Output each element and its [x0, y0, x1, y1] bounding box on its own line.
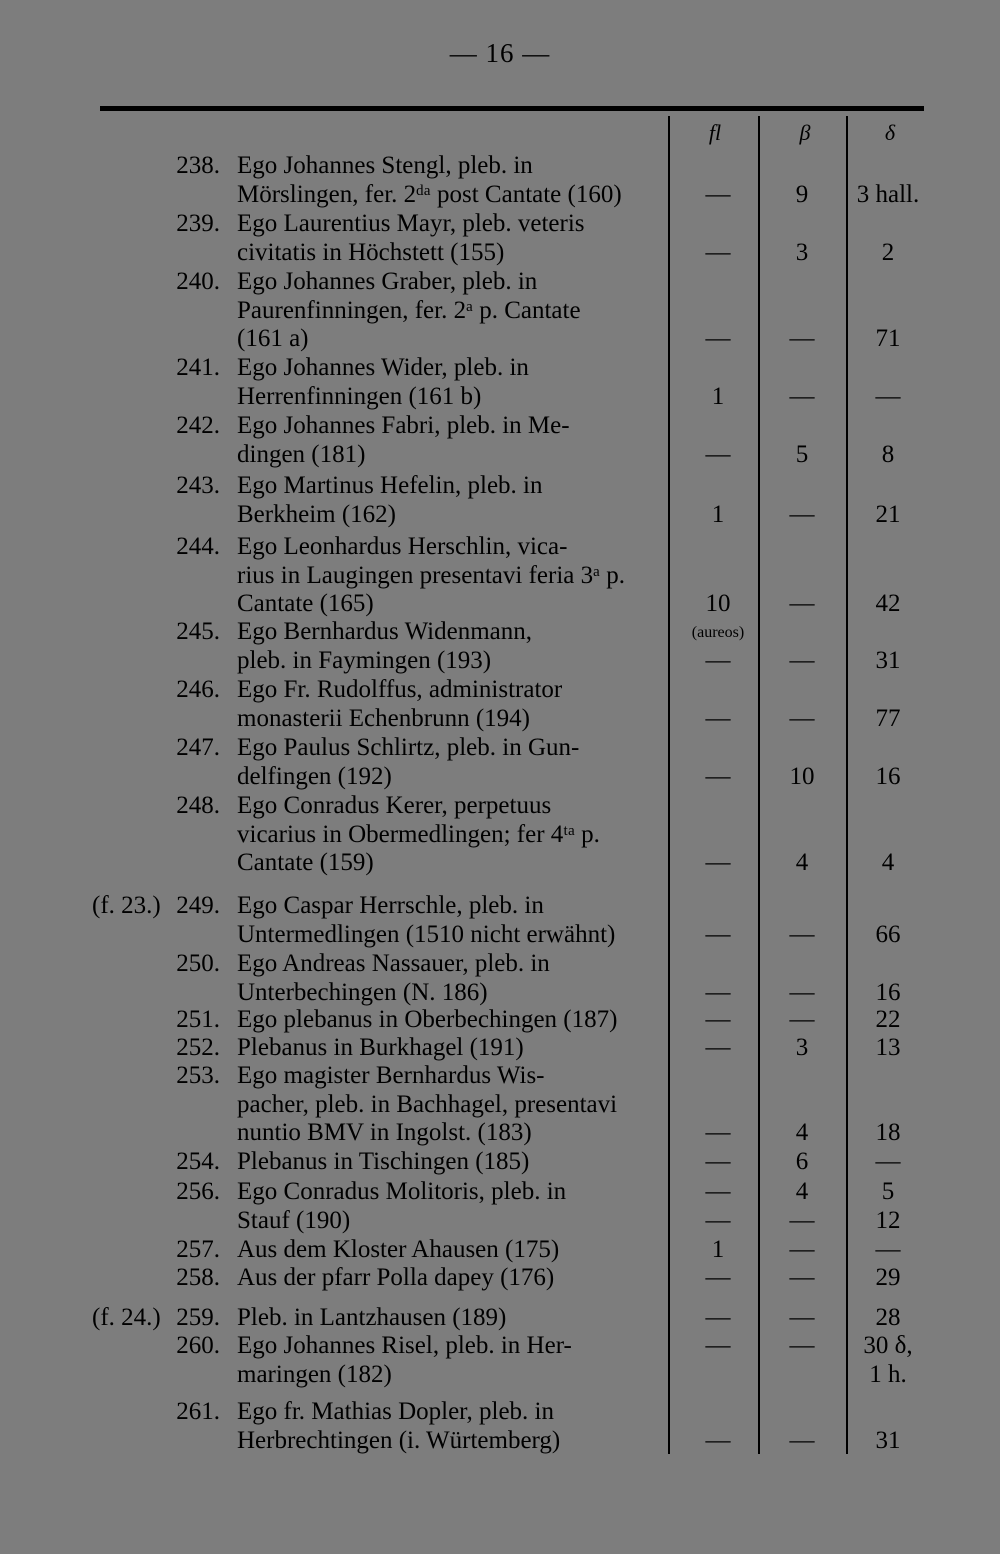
entry-257	[0, 1236, 1000, 1265]
amount-dn: 4	[881, 849, 895, 877]
entry-text-line: Ego Fr. Rudolffus, administrator	[237, 676, 563, 703]
entry-text-line: Aus der pfarr Polla dapey (176)	[237, 1264, 555, 1291]
entry-number: 256.	[176, 1178, 220, 1205]
entry-text-line: Paurenfinningen, fer. 2ᵃ p. Cantate	[237, 296, 581, 324]
entry-text	[237, 734, 667, 791]
amount-dn: 2	[881, 238, 895, 266]
entry-text-line: Ego Andreas Nassauer, pleb. in	[237, 950, 550, 977]
entry-text-line: Mörslingen, fer. 2ᵈᵃ post Cantate (160)	[237, 180, 622, 208]
amount-dn: —	[875, 1236, 901, 1263]
entry-text-line: civitatis in Höchstett (155)	[237, 238, 505, 266]
entry-251	[0, 1006, 1000, 1035]
amount-sh: 4	[795, 1119, 809, 1147]
entry-text-line: maringen (182)	[237, 1360, 392, 1388]
folio-reference: (f. 23.)	[92, 892, 161, 919]
entry-text	[237, 268, 667, 354]
entry-number: 252.	[176, 1034, 220, 1061]
entry-text-line: Ego Johannes Stengl, pleb. in	[237, 152, 533, 179]
entry-259	[0, 1304, 1000, 1333]
entry-252	[0, 1034, 1000, 1063]
entry-text	[237, 1178, 667, 1235]
amount-fl: —	[705, 1332, 731, 1359]
amount-dn: 5	[881, 1178, 895, 1205]
entry-text-line: Ego plebanus in Oberbechingen (187)	[237, 1006, 618, 1033]
amount-fl: —	[705, 238, 731, 266]
amount-sh: —	[789, 646, 815, 674]
amount-sh: —	[789, 1304, 815, 1331]
amount-dn: 8	[881, 440, 895, 468]
amount-dn: 29	[875, 1264, 901, 1291]
entry-text-line: monasterii Echenbrunn (194)	[237, 704, 530, 732]
entry-238	[0, 152, 1000, 209]
amount-dn: 22	[875, 1006, 901, 1033]
entry-text	[237, 354, 667, 411]
entry-text-line: Berkheim (162)	[237, 500, 396, 528]
column-header-sh: β	[799, 120, 811, 145]
entry-number: 254.	[176, 1148, 220, 1175]
entry-number: 238.	[176, 152, 220, 179]
entry-number: 248.	[176, 792, 220, 819]
entry-text	[237, 1398, 667, 1455]
amount-sh: —	[789, 1426, 815, 1454]
column-header-fl: fl	[708, 120, 722, 145]
entry-number: 251.	[176, 1006, 220, 1033]
entry-text	[237, 1304, 667, 1333]
entry-text-line: Ego magister Bernhardus Wis-	[237, 1062, 545, 1089]
entry-number: 250.	[176, 950, 220, 977]
amount-dn: 16	[875, 978, 901, 1006]
amount-sh: 6	[795, 1148, 809, 1175]
entry-247	[0, 734, 1000, 791]
entry-text-line: nuntio BMV in Ingolst. (183)	[237, 1119, 532, 1147]
entry-text	[237, 1332, 667, 1389]
entry-253	[0, 1062, 1000, 1148]
entry-text-line: Ego Johannes Graber, pleb. in	[237, 268, 538, 295]
amount-fl: —	[705, 704, 731, 732]
entry-242	[0, 412, 1000, 469]
amount-sh: 4	[795, 1178, 809, 1205]
amount-sh: —	[789, 382, 815, 410]
entry-text	[237, 1148, 667, 1177]
page-number: — 16 —	[449, 38, 551, 68]
entry-text-line: Aus dem Kloster Ahausen (175)	[237, 1236, 560, 1263]
amount-dn-second: 12	[875, 1206, 901, 1234]
entry-text-line: Ego Conradus Molitoris, pleb. in	[237, 1178, 567, 1205]
amount-sh: 10	[789, 762, 815, 790]
amount-fl: 10	[705, 590, 731, 618]
entry-246	[0, 676, 1000, 733]
entry-text-line: Ego Johannes Wider, pleb. in	[237, 354, 529, 381]
amount-dn: 66	[875, 920, 901, 948]
amount-sh: —	[789, 325, 815, 353]
entry-text	[237, 1062, 667, 1148]
entry-text-line: Cantate (159)	[237, 849, 374, 877]
entry-number: 249.	[176, 892, 220, 919]
amount-sh: —	[789, 1264, 815, 1291]
entry-text-line: Ego fr. Mathias Dopler, pleb. in	[237, 1398, 554, 1425]
amount-dn: 21	[875, 500, 901, 528]
amount-fl: —	[705, 646, 731, 674]
amount-fl: —	[705, 1006, 731, 1033]
amount-dn: 13	[875, 1034, 901, 1061]
amount-fl: 1	[711, 1236, 725, 1263]
amount-sh: —	[789, 920, 815, 948]
amount-sh: —	[789, 704, 815, 732]
amount-dn: —	[875, 1148, 901, 1175]
entry-text-line: Ego Johannes Fabri, pleb. in Me-	[237, 412, 570, 439]
amount-fl-note: (aureos)	[691, 623, 745, 641]
entry-number: 253.	[176, 1062, 220, 1089]
entry-text-line: Ego Conradus Kerer, perpetuus	[237, 792, 552, 819]
entry-text-line: Plebanus in Tischingen (185)	[237, 1148, 530, 1175]
entry-number: 239.	[176, 210, 220, 237]
amount-dn: 42	[875, 590, 901, 618]
entry-text	[237, 1236, 667, 1265]
amount-fl: —	[705, 440, 731, 468]
entry-number: 257.	[176, 1236, 220, 1263]
entry-260	[0, 1332, 1000, 1389]
entry-239	[0, 210, 1000, 267]
amount-fl: —	[705, 1034, 731, 1061]
entry-258	[0, 1264, 1000, 1293]
amount-dn: 28	[875, 1304, 901, 1331]
entry-text-line: delfingen (192)	[237, 762, 392, 790]
entry-243	[0, 472, 1000, 529]
amount-sh: —	[789, 500, 815, 528]
entry-245	[0, 618, 1000, 675]
entry-240	[0, 268, 1000, 354]
entry-text-line: Cantate (165)	[237, 590, 374, 618]
amount-sh: —	[789, 1006, 815, 1033]
amount-fl: —	[705, 1119, 731, 1147]
entry-text-line: Herbrechtingen (i. Würtemberg)	[237, 1426, 561, 1454]
entry-text	[237, 1034, 667, 1063]
amount-dn: 31	[875, 646, 901, 674]
entry-text-line: Ego Laurentius Mayr, pleb. veteris	[237, 210, 585, 237]
amount-dn: 3 hall.	[856, 180, 920, 208]
amount-sh: —	[789, 1332, 815, 1359]
amount-sh: —	[789, 1236, 815, 1263]
entry-261	[0, 1398, 1000, 1455]
entry-text-line: pleb. in Faymingen (193)	[237, 646, 492, 674]
amount-dn: 30 δ,	[863, 1332, 913, 1359]
entry-text-line: Herrenfinningen (161 b)	[237, 382, 482, 410]
entry-249	[0, 892, 1000, 949]
entry-text-line: Ego Leonhardus Herschlin, vica-	[237, 533, 568, 560]
entry-text	[237, 618, 667, 675]
entry-text	[237, 792, 667, 878]
entry-number: 243.	[176, 472, 220, 499]
entry-number: 247.	[176, 734, 220, 761]
amount-fl: 1	[711, 382, 725, 410]
header-rule	[100, 106, 924, 111]
entry-number: 244.	[176, 533, 220, 560]
amount-fl: —	[705, 920, 731, 948]
amount-dn: 77	[875, 704, 901, 732]
entry-text-line: pacher, pleb. in Bachhagel, presentavi	[237, 1090, 618, 1118]
entry-250	[0, 950, 1000, 1007]
amount-fl: —	[705, 762, 731, 790]
entry-text-line: (161 a)	[237, 325, 309, 353]
amount-dn: 16	[875, 762, 901, 790]
amount-dn-second: 1 h.	[869, 1360, 907, 1388]
entry-text	[237, 152, 667, 209]
entry-number: 246.	[176, 676, 220, 703]
entry-text	[237, 210, 667, 267]
amount-dn: 71	[875, 325, 901, 353]
entry-number: 242.	[176, 412, 220, 439]
entry-text-line: rius in Laugingen presentavi feria 3ᵃ p.	[237, 561, 625, 589]
entry-number: 260.	[176, 1332, 220, 1359]
entry-text-line: Unterbechingen (N. 186)	[237, 978, 488, 1006]
entry-text	[237, 950, 667, 1007]
amount-sh: 9	[795, 180, 809, 208]
amount-sh: 4	[795, 849, 809, 877]
column-header-dn: δ	[884, 120, 896, 145]
entry-text	[237, 1264, 667, 1293]
entry-text	[237, 1006, 667, 1035]
amount-fl: —	[705, 1264, 731, 1291]
entry-number: 245.	[176, 618, 220, 645]
amount-fl: —	[705, 1148, 731, 1175]
entry-number: 258.	[176, 1264, 220, 1291]
entry-number: 241.	[176, 354, 220, 381]
entry-text-line: Ego Martinus Hefelin, pleb. in	[237, 472, 543, 499]
amount-sh-second: —	[789, 1206, 815, 1234]
amount-sh: —	[789, 978, 815, 1006]
amount-sh: 3	[795, 1034, 809, 1061]
amount-fl: —	[705, 325, 731, 353]
amount-dn: 31	[875, 1426, 901, 1454]
folio-reference: (f. 24.)	[92, 1304, 161, 1331]
entry-text-line: Plebanus in Burkhagel (191)	[237, 1034, 524, 1061]
entry-248	[0, 792, 1000, 878]
entry-241	[0, 354, 1000, 411]
entry-text-line: Ego Johannes Risel, pleb. in Her-	[237, 1332, 572, 1359]
amount-dn: 18	[875, 1119, 901, 1147]
entry-number: 261.	[176, 1398, 220, 1425]
entry-text	[237, 676, 667, 733]
entry-text	[237, 412, 667, 469]
entry-text	[237, 892, 667, 949]
amount-sh: 3	[795, 238, 809, 266]
entry-text-line: Ego Bernhardus Widenmann,	[237, 618, 532, 645]
amount-sh: —	[789, 590, 815, 618]
amount-dn: —	[875, 382, 901, 410]
entry-256	[0, 1178, 1000, 1235]
amount-fl: —	[705, 1426, 731, 1454]
entry-text	[237, 472, 667, 529]
entry-number: 240.	[176, 268, 220, 295]
entry-text-line: Pleb. in Lantzhausen (189)	[237, 1304, 507, 1331]
entry-254	[0, 1148, 1000, 1177]
amount-fl-second: —	[705, 1206, 731, 1234]
entry-text-line: Ego Caspar Herrschle, pleb. in	[237, 892, 544, 919]
amount-fl: —	[705, 849, 731, 877]
entry-text-line: dingen (181)	[237, 440, 366, 468]
entry-number: 259.	[176, 1304, 220, 1331]
amount-fl: 1	[711, 500, 725, 528]
entry-text-line: vicarius in Obermedlingen; fer 4ᵗᵃ p.	[237, 820, 600, 848]
entry-text	[237, 533, 667, 619]
amount-fl: —	[705, 1178, 731, 1205]
entry-text-line: Ego Paulus Schlirtz, pleb. in Gun-	[237, 734, 580, 761]
amount-sh: 5	[795, 440, 809, 468]
entry-text-line: Untermedlingen (1510 nicht erwähnt)	[237, 920, 616, 948]
amount-fl: —	[705, 180, 731, 208]
amount-fl: —	[705, 978, 731, 1006]
entry-text-line: Stauf (190)	[237, 1206, 351, 1234]
amount-fl: —	[705, 1304, 731, 1331]
